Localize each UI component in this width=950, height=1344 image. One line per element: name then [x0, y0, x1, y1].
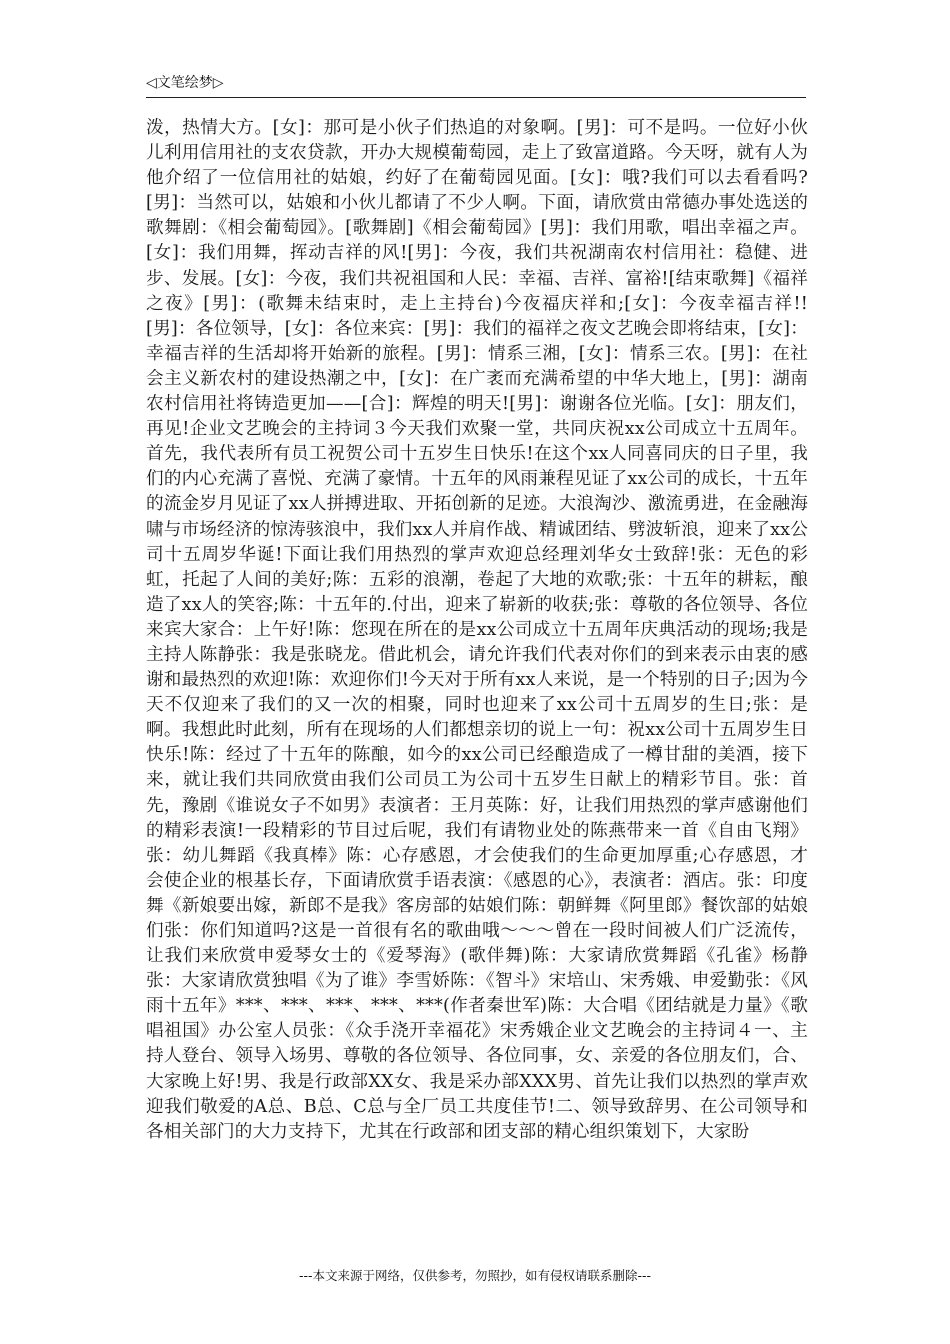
footer-disclaimer: ---本文来源于网络，仅供参考，勿照抄，如有侵权请联系删除--- — [298, 1268, 652, 1283]
body-paragraph: 泼，热情大方。[女]：那可是小伙子们热追的对象啊。[男]：可不是吗。一位好小伙儿利用信用社的支农贷款，开办大规模葡萄园，走上了致富道路。今天呀，就有人为他介绍了一位信用社的姑娘，约好了在葡萄园见面。[女]：哦?我们可以去看看吗?[男]：当然可以，姑娘和小伙儿都请了不少人啊。下面，请欣赏由常德办事处选送的歌舞剧：《相会葡萄园》。[歌舞剧]《相会葡萄园》[男]：我们用歌，唱出幸福之声。[女]：我们用舞，挥动吉祥的风![男]：今夜，我们共祝湖南农村信用社：稳健、进步、发展。[女]：今夜，我们共祝祖国和人民：幸福、吉祥、富裕![结束歌舞]《福祥之夜》[男]：(歌舞未结束时，走上主持台)今夜福庆祥和;[女]：今夜幸福吉祥!![男]：各位领导，[女]：各位来宾：[男]：我们的福祥之夜文艺晚会即将结束，[女]：幸福吉祥的生活却将开始新的旅程。[男]：情系三湘，[女]：情系三农。[男]：在社会主义新农村的建设热潮之中，[女]：在广袤而充满希望的中华大地上，[男]：湖南农村信用社将铸造更加——[合]：辉煌的明天![男]：谢谢各位光临。[女]：朋友们，再见!企业文艺晚会的主持词３今天我们欢聚一堂，共同庆祝xx公司成立十五周年。首先，我代表所有员工祝贺公司十五岁生日快乐!在这个xx人同喜同庆的日子里，我们的内心充满了喜悦、充满了豪情。十五年的风雨兼程见证了xx公司的成长，十五年的流金岁月见证了xx人拼搏进取、开拓创新的足迹。大浪淘沙、激流勇进，在金融海啸与市场经济的惊涛骇浪中，我们xx人并肩作战、精诚团结、劈波斩浪，迎来了xx公司十五周岁华诞!下面让我们用热烈的掌声欢迎总经理刘华女士致辞!张：无色的彩虹，托起了人间的美好;陈：五彩的浪潮，卷起了大地的欢歌;张：十五年的耕耘，酿造了xx人的笑容;陈：十五年的.付出，迎来了崭新的收获;张：尊敬的各位领导、各位来宾大家合：上午好!陈：您现在所在的是xx公司成立十五周年庆典活动的现场;我是主持人陈静张：我是张晓龙。借此机会，请允许我们代表对你们的到来表示由衷的感谢和最热烈的欢迎!陈：欢迎你们!今天对于所有xx人来说，是一个特别的日子;因为今天不仅迎来了我们的又一次的相聚，同时也迎来了xx公司十五周岁的生日;张：是啊。我想此时此刻，所有在现场的人们都想亲切的说上一句：祝xx公司十五周岁生日快乐!陈：经过了十五年的陈酿，如今的xx公司已经酿造成了一樽甘甜的美酒，接下来，就让我们共同欣赏由我们公司员工为公司十五岁生日献上的精彩节目。张：首先，豫剧《谁说女子不如男》表演者：王月英陈：好，让我们用热烈的掌声感谢他们的精彩表演!一段精彩的节目过后呢，我们有请物业处的陈燕带来一首《自由飞翔》张：幼儿舞蹈《我真棒》陈：心存感恩，才会使我们的生命更加厚重;心存感恩，才会使企业的根基长存，下面请欣赏手语表演：《感恩的心》，表演者：酒店。张：印度舞《新娘要出嫁，新郎不是我》客房部的姑娘们陈：朝鲜舞《阿里郎》餐饮部的姑娘们张：你们知道吗?这是一首很有名的歌曲哦～～～曾在一段时间被人们广泛流传，让我们来欣赏申爱琴女士的《爱琴海》(歌伴舞)陈：大家请欣赏舞蹈《孔雀》杨静张：大家请欣赏独唱《为了谁》李雪娇陈：《智斗》宋培山、宋秀娥、申爱勤张：《风雨十五年》***、***、***、***、***(作者秦世军)陈：大合唱《团结就是力量》《歌唱祖国》办公室人员张：《众手浇开幸福花》宋秀娥企业文艺晚会的主持词４一、主持人登台、领导入场男、尊敬的各位领导、各位同事，女、亲爱的各位朋友们，合、大家晚上好!男、我是行政部XX女、我是采办部XXX男、首先让我们以热烈的掌声欢迎我们敬爱的A总、B总、C总与全厂员工共度佳节!二、领导致辞男、在公司领导和各相关部门的大力支持下，尤其在行政部和团支部的精心组织策划下，大家盼 — [146, 118, 808, 1142]
header-divider — [146, 97, 806, 98]
page-header — [146, 74, 806, 98]
header-logo-text: ◁文笔绘梦▷ — [146, 75, 224, 91]
